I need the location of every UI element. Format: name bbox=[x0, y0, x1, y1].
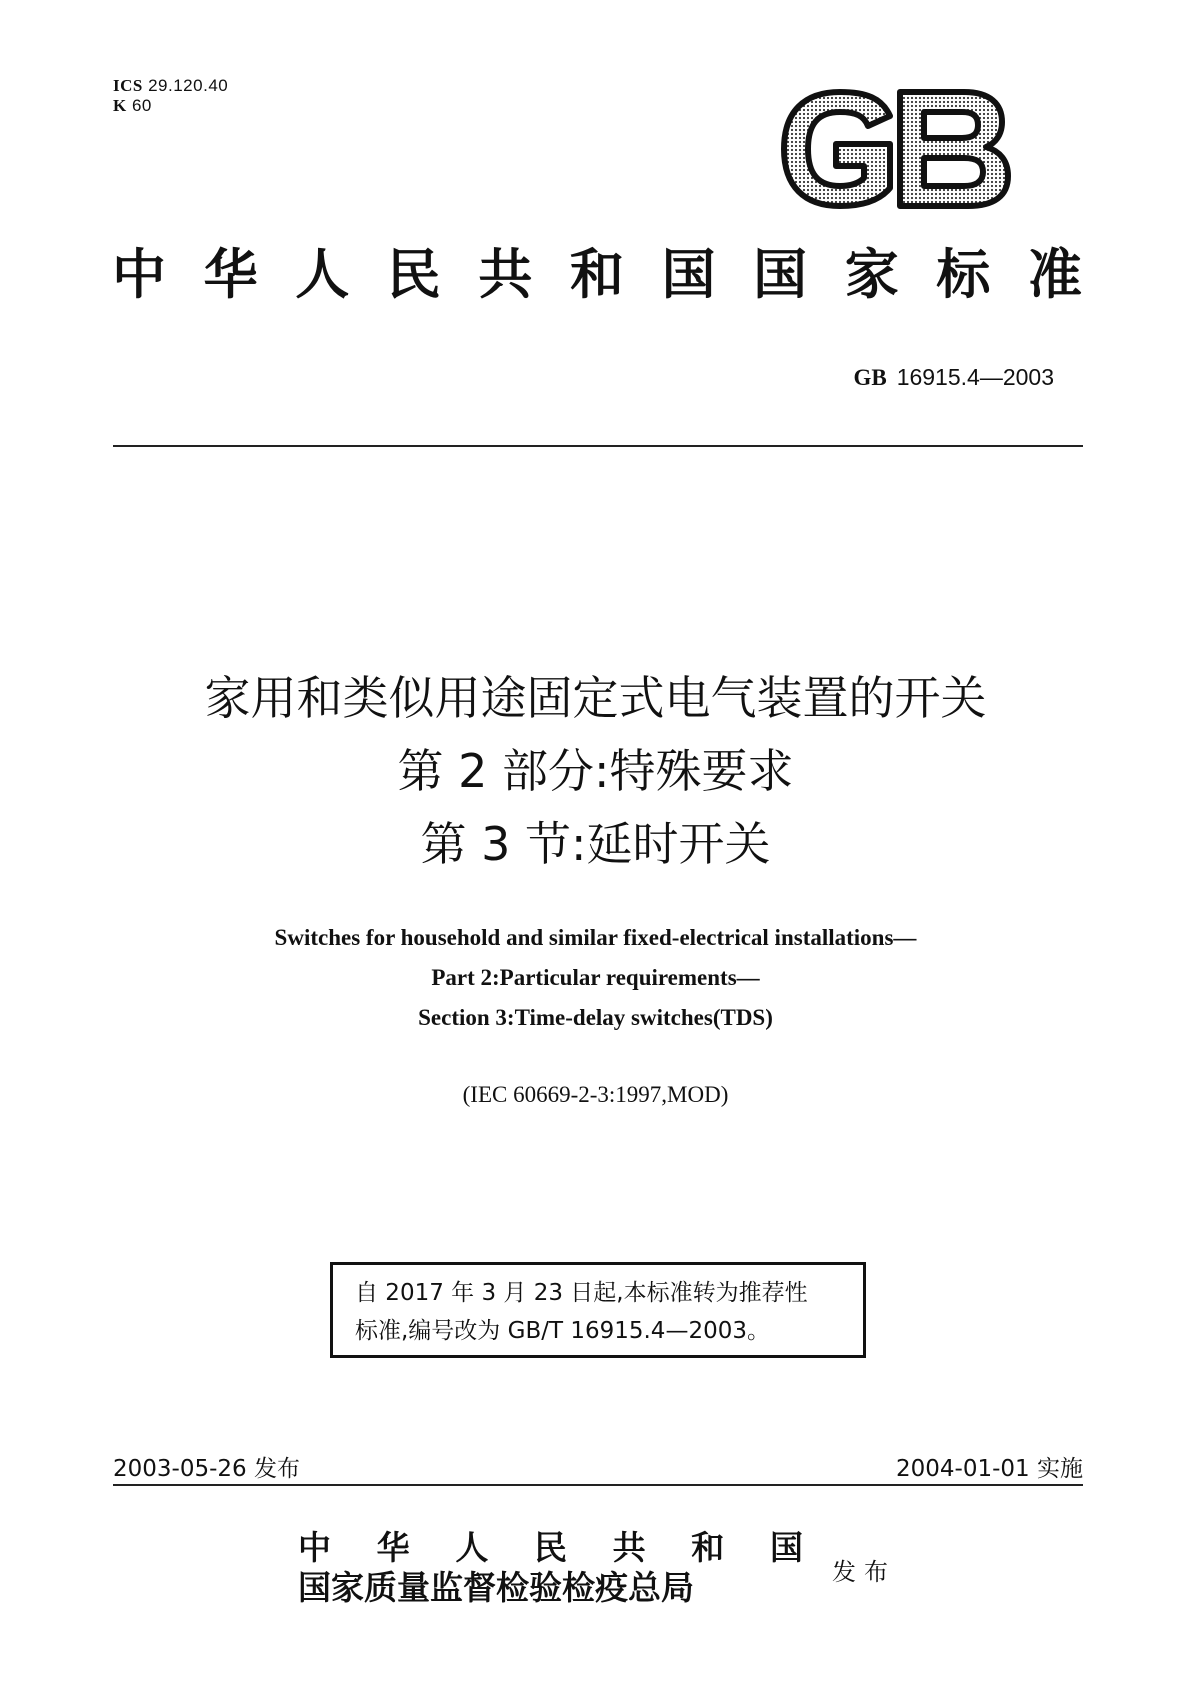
title-en-line2: Part 2:Particular requirements— bbox=[431, 965, 760, 990]
ics-code: 29.120.40 bbox=[148, 76, 229, 95]
notice-box bbox=[330, 1262, 866, 1358]
ics-line bbox=[113, 76, 228, 96]
national-standard-title bbox=[112, 244, 1082, 304]
ccs-code: 60 bbox=[131, 96, 152, 115]
issuer-line1-char: 华 bbox=[376, 1528, 410, 1567]
main-title-char: 人 bbox=[295, 242, 350, 306]
issue-date: 2003-05-26 发布 bbox=[113, 1456, 300, 1482]
main-title-char: 共 bbox=[478, 242, 533, 306]
issuer-line1-char: 中 bbox=[298, 1528, 331, 1567]
title-en-line3: Section 3:Time-delay switches(TDS) bbox=[418, 1005, 773, 1030]
gb-logo bbox=[778, 88, 1012, 210]
notice-line2: 标准,编号改为 GB/T 16915.4—2003。 bbox=[355, 1318, 770, 1344]
iec-reference: (IEC 60669-2-3:1997,MOD) bbox=[462, 1082, 729, 1107]
bottom-divider bbox=[113, 1484, 1083, 1486]
main-title-char: 家 bbox=[844, 242, 899, 306]
notice-line1: 自 2017 年 3 月 23 日起,本标准转为推荐性 bbox=[355, 1280, 808, 1306]
issuer-line1-char: 国 bbox=[769, 1528, 803, 1567]
title-cn-line1: 家用和类似用途固定式电气装置的开关 bbox=[204, 671, 987, 725]
standard-prefix: GB bbox=[853, 365, 887, 390]
issuer-line1-char: 人 bbox=[455, 1528, 489, 1567]
issuer-line2: 国家质量监督检验检疫总局 bbox=[298, 1568, 694, 1607]
ccs-line bbox=[113, 96, 228, 116]
title-cn-line2: 第 2 部分:特殊要求 bbox=[397, 744, 794, 798]
main-title-char: 国 bbox=[753, 242, 808, 306]
classification-codes bbox=[113, 76, 228, 116]
ccs-prefix: K bbox=[113, 96, 127, 115]
main-title-char: 国 bbox=[661, 242, 716, 306]
main-title-char: 华 bbox=[203, 242, 258, 306]
standard-number bbox=[853, 364, 1054, 391]
issuer-line1-char: 共 bbox=[612, 1528, 646, 1567]
ics-prefix: ICS bbox=[113, 76, 143, 95]
issuing-authority bbox=[298, 1528, 803, 1608]
implementation-date: 2004-01-01 实施 bbox=[896, 1456, 1083, 1482]
title-en-line1: Switches for household and similar fixed-electrical installations— bbox=[274, 925, 917, 950]
top-divider bbox=[113, 445, 1083, 447]
publish-label: 发布 bbox=[832, 1558, 896, 1586]
standard-code: 16915.4—2003 bbox=[896, 364, 1054, 390]
main-title-char: 准 bbox=[1027, 242, 1082, 306]
issuer-line1-char: 和 bbox=[691, 1528, 725, 1567]
issuer-line1 bbox=[298, 1528, 803, 1568]
title-cn-line3: 第 3 节:延时开关 bbox=[420, 817, 771, 871]
main-title-char: 和 bbox=[569, 242, 624, 306]
issuer-line1-char: 民 bbox=[533, 1528, 567, 1567]
main-title-char: 民 bbox=[386, 242, 441, 306]
main-title-char: 中 bbox=[112, 242, 166, 306]
main-title-char: 标 bbox=[936, 242, 991, 306]
